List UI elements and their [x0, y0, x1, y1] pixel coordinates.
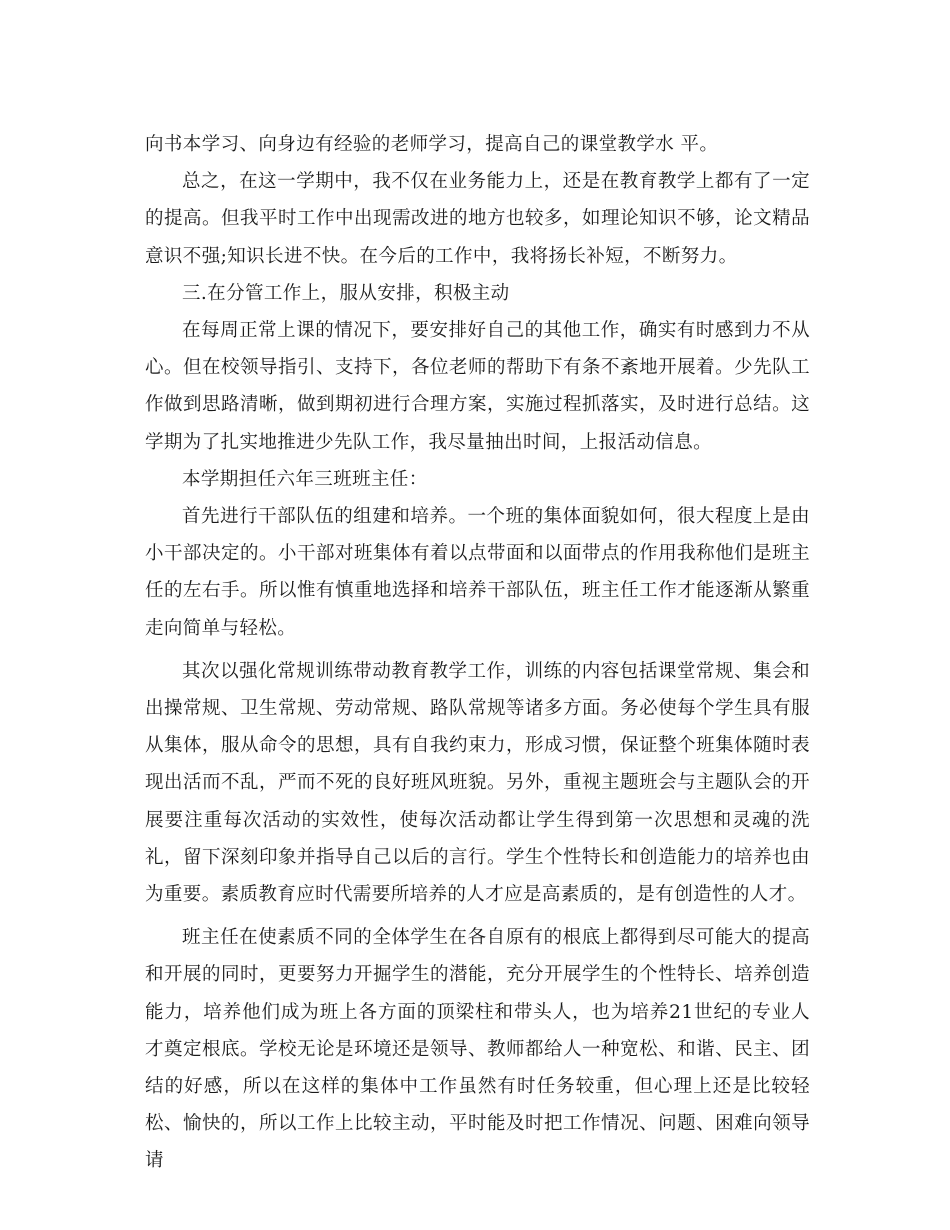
section-heading: 三.在分管工作上，服从安排，积极主动 — [182, 282, 510, 304]
paragraph-routine-training: 其次以强化常规训练带动教育教学工作，训练的内容包括课堂常规、集会和出操常规、卫生常规、劳动常规、路队常规等诸多方面。务必使每个学生具有服从集体，服从命令的思想，具有自我约束力，形成习惯，保证整个班集体随时表现出活而不乱，严而不死的良好班风班貌。另外，重视主题班会与主题队会的开展要注重每次活动的实效性，使每次活动都让学生得到第一次思想和灵魂的洗礼，留下深刻印象并指导自己以后的言行。学生个性特长和创造能力的培养也由为重要。素质教育应时代需要所培养的人才应是高素质的，是有创造性的人才。 — [145, 660, 810, 906]
paragraph-duties: 在每周正常上课的情况下，要安排好自己的其他工作，确实有时感到力不从心。但在校领导指引、支持下，各位老师的帮助下有条不紊地开展着。少先队工作做到思路清晰，做到期初进行合理方案，实施过程抓落实，及时进行总结。这学期为了扎实地推进少先队工作，我尽量抽出时间，上报活动信息。 — [145, 320, 810, 453]
document-body — [145, 126, 810, 1180]
paragraph-summary: 总之，在这一学期中，我不仅在业务能力上，还是在教育教学上都有了一定的提高。但我平时工作中出现需改进的地方也较多，如理论知识不够，论文精品意识不强;知识长进不快。在今后的工作中，我将扬长补短，不断努力。 — [145, 171, 810, 267]
paragraph-continuation: 向书本学习、向身边有经验的老师学习，提高自己的课堂教学水 平。 — [145, 134, 719, 155]
paragraph-student-potential: 班主任在使素质不同的全体学生在各自原有的根底上都得到尽可能大的提高和开展的同时，更要努力开掘学生的潜能，充分开展学生的个性特长、培养创造能力，培养他们成为班上各方面的顶梁柱和带头人，也为培养21世纪的专业人才奠定根底。学校无论是环境还是领导、教师都给人一种宽松、和谐、民主、团结的好感，所以在这样的集体中工作虽然有时任务较重，但心理上还是比较轻松、愉快的，所以工作上比较主动，平时能及时把工作情况、问题、困难向领导请 — [145, 927, 810, 1172]
paragraph-class-teacher: 本学期担任六年三班班主任： — [182, 468, 428, 490]
paragraph-cadres: 首先进行干部队伍的组建和培养。一个班的集体面貌如何，很大程度上是由小干部决定的。小干部对班集体有着以点带面和以面带点的作用我称他们是班主任的左右手。所以惟有慎重地选择和培养干部队伍，班主任工作才能逐渐从繁重走向简单与轻松。 — [145, 506, 810, 639]
